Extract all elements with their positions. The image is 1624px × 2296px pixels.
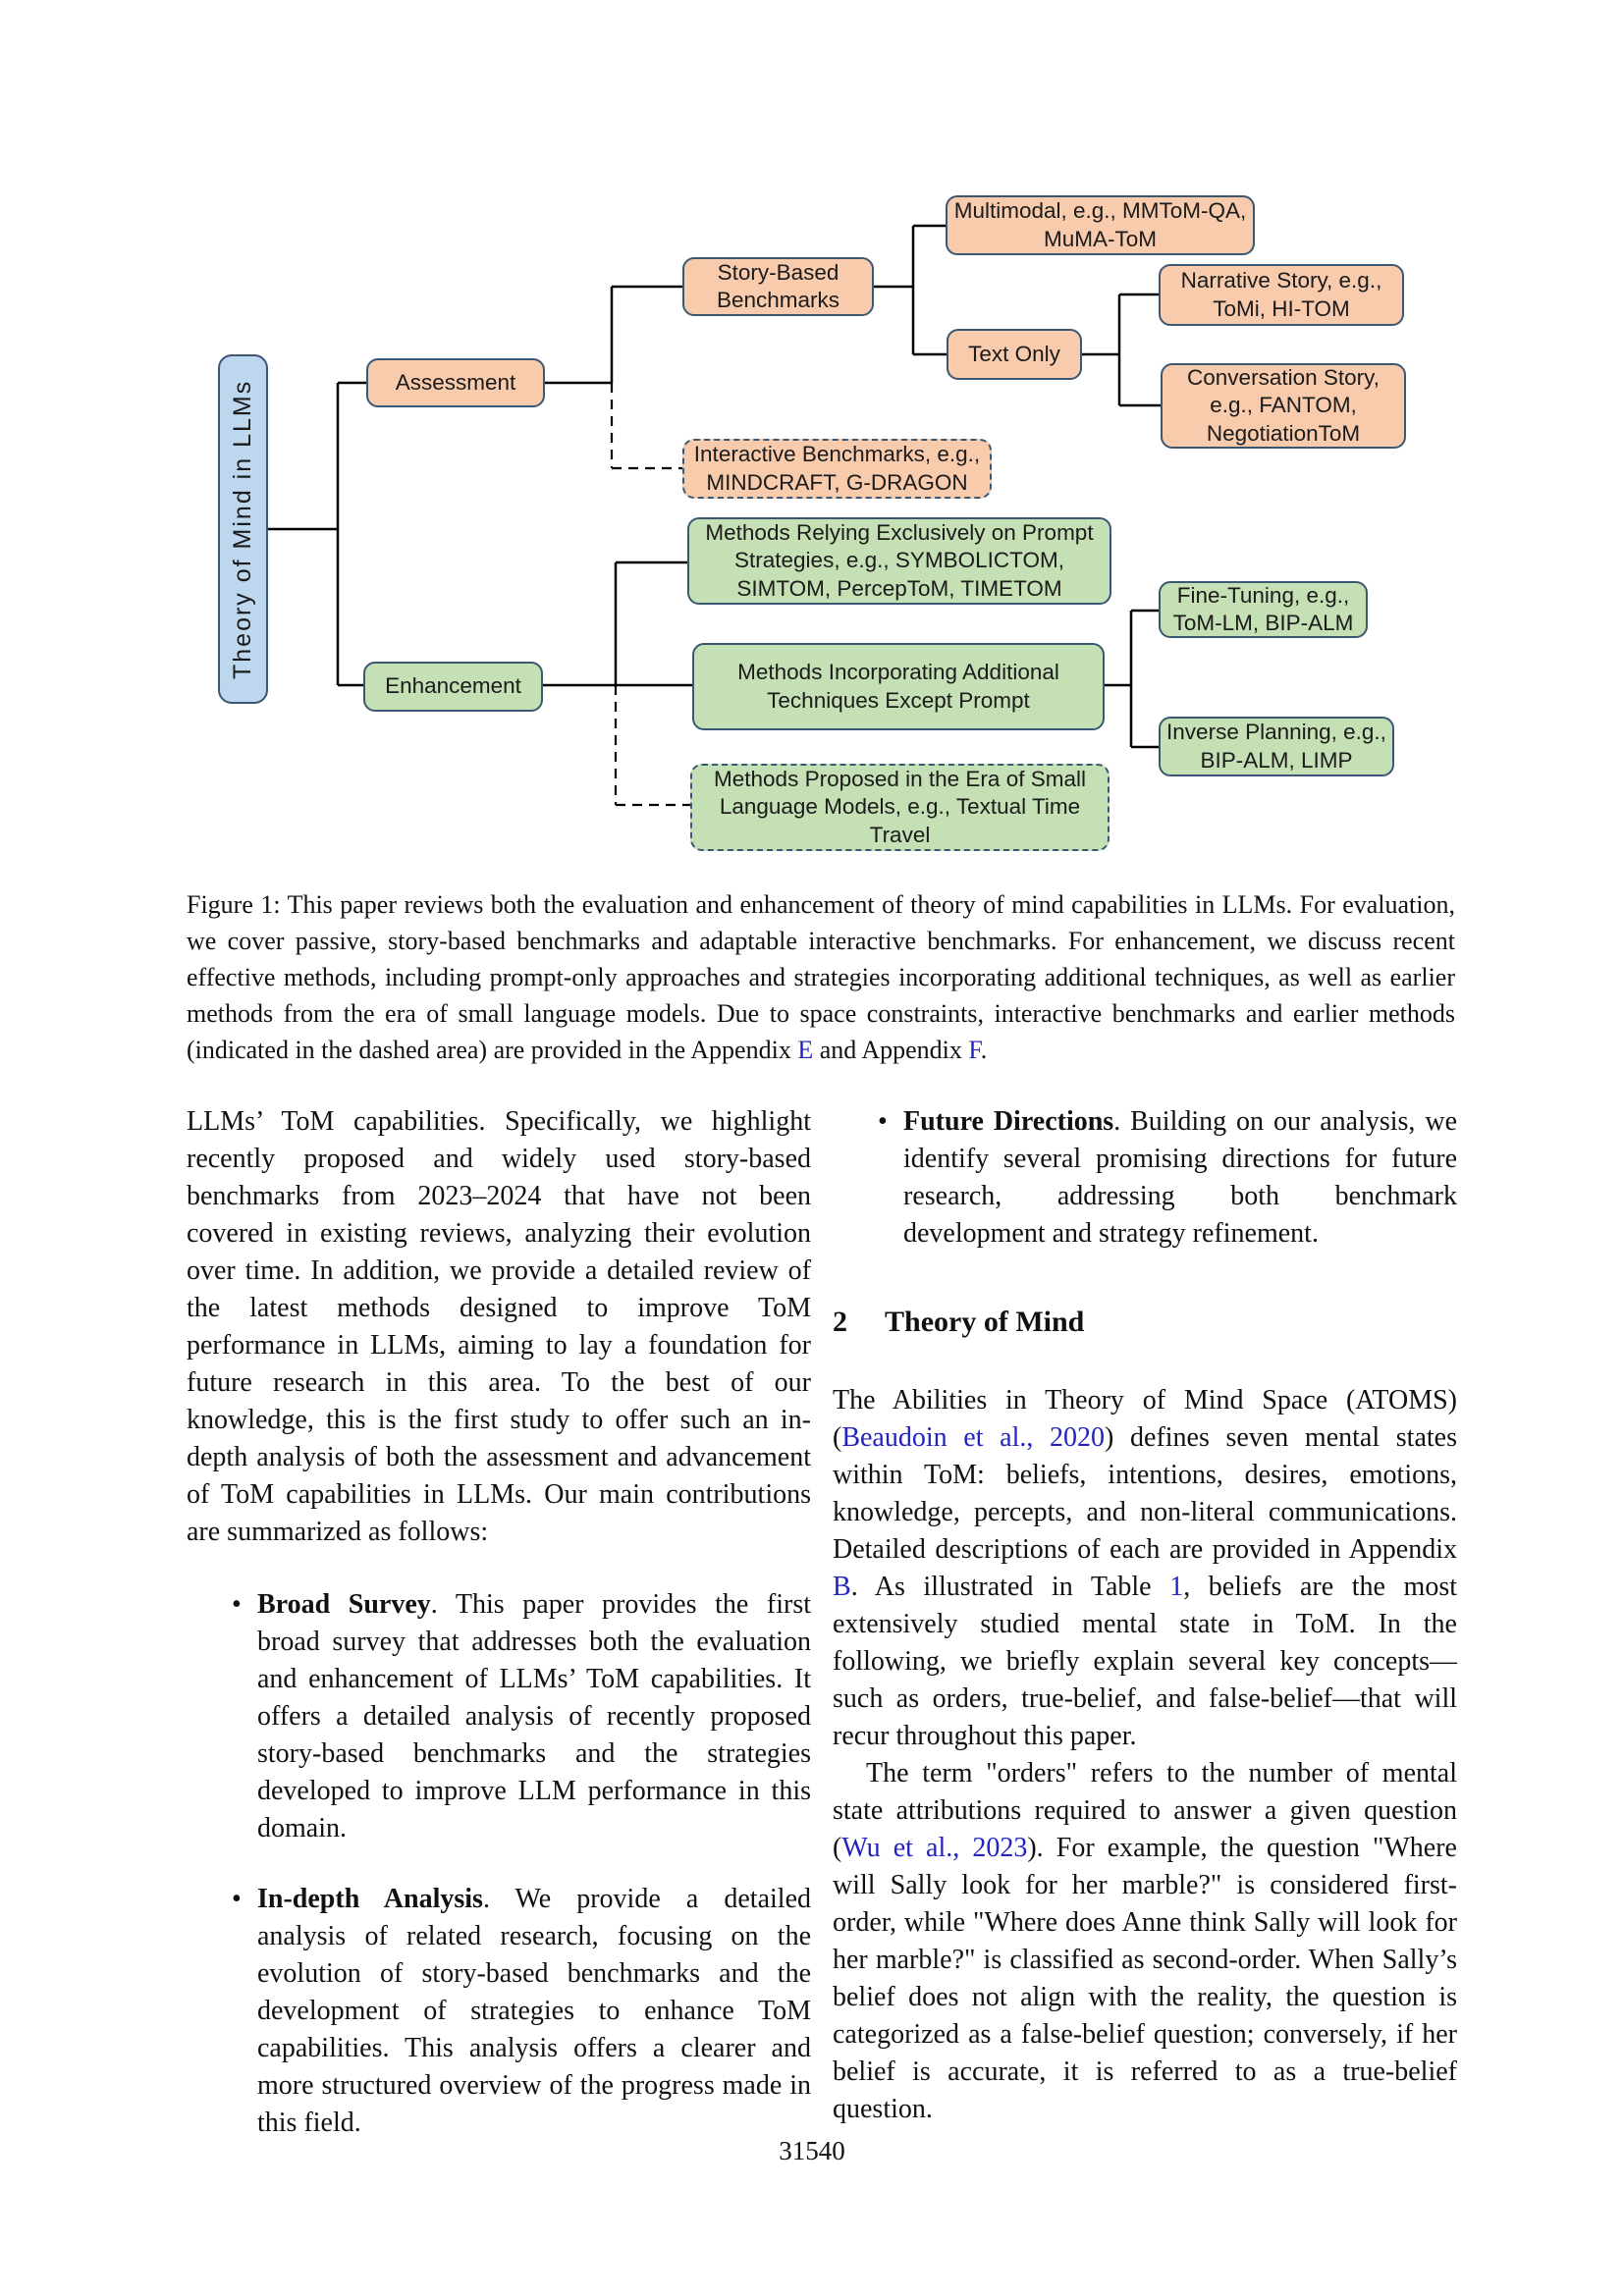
node-methods-prompt-only: Methods Relying Exclusively on Prompt Strategies, e.g., SYMBOLICTOM, SIMTOM, PercepToM, TIMETOM (687, 517, 1111, 605)
section-number: 2 (833, 1306, 847, 1338)
section-heading-theory-of-mind (833, 1306, 1457, 1339)
node-conversation-story: Conversation Story, e.g., FANTOM, NegotiationToM (1161, 363, 1406, 449)
node-interactive-benchmarks: Interactive Benchmarks, e.g., MINDCRAFT, G-DRAGON (682, 439, 992, 499)
paragraph-text: ) defines seven mental states within ToM: beliefs, intentions, desires, emotions, knowledge, percepts, and non-literal communications. Detailed descriptions of each are provided in Appendix (833, 1422, 1457, 1565)
citation-beaudoin-link[interactable]: Beaudoin et al., 2020 (841, 1422, 1106, 1453)
list-item-broad-survey (187, 1586, 811, 1847)
node-methods-additional-techniques: Methods Incorporating Additional Techniques Except Prompt (692, 643, 1105, 730)
node-narrative-story: Narrative Story, e.g., ToMi, HI-TOM (1159, 264, 1404, 326)
body-paragraph (833, 1755, 1457, 2128)
bullet-title: Broad Survey (257, 1589, 431, 1620)
node-fine-tuning: Fine-Tuning, e.g., ToM-LM, BIP-ALM (1159, 581, 1368, 638)
bullet-icon: • (232, 1589, 242, 1620)
bullet-text: . We provide a detailed analysis of related research, focusing on the evolution of story-based benchmarks and the development of strategies to enhance ToM capabilities. This analysis offers a clearer and more structured overview of the progress made in this field. (257, 1884, 811, 2138)
figure-caption (187, 886, 1455, 1068)
bullet-text: . This paper provides the first broad survey that addresses both the evaluation and enhancement of LLMs’ ToM capabilities. It offers a detailed analysis of recently proposed story-based benchmarks and the strategies developed to improve LLM performance in this domain. (257, 1589, 811, 1843)
node-methods-small-language-models: Methods Proposed in the Era of Small Language Models, e.g., Textual Time Travel (690, 764, 1110, 851)
body-paragraph: LLMs’ ToM capabilities. Specifically, we highlight recently proposed and widely used story-based benchmarks from 2023–2024 that have not been covered in existing reviews, analyzing their evolution over time. In addition, we provide a detailed review of the latest methods designed to improve ToM performance in LLMs, aiming to lay a foundation for future research in this area. To the best of our knowledge, this is the first study to offer such an in-depth analysis of both the assessment and advancement of ToM capabilities in LLMs. Our main contributions are summarized as follows: (187, 1106, 811, 1547)
paragraph-text: , beliefs are the most extensively studied mental state in ToM. In the following, we briefly explain several key concepts—such as orders, true-belief, and false-belief—that will recur throughout this paper. (833, 1572, 1457, 1751)
bullet-text: . Building on our analysis, we identify several promising directions for future research, addressing both benchmark development and strategy refinement. (903, 1106, 1457, 1249)
paragraph-text: ). For example, the question "Where will Sally look for her marble?" is considered first-order, while "Where does Anne think Sally will look for her marble?" is classified as second-order. When Sally’s belief does not align with the reality, the question is categorized as a false-belief question; conversely, if her belief is accurate, it is referred to as a true-belief question. (833, 1833, 1457, 2124)
column-left (187, 1103, 811, 2175)
contribution-list (833, 1103, 1457, 1253)
bullet-icon: • (878, 1106, 888, 1137)
bullet-title: Future Directions (903, 1106, 1114, 1137)
caption-text: and Appendix (813, 1036, 969, 1064)
appendix-b-link[interactable]: B (833, 1572, 851, 1602)
column-right (833, 1103, 1457, 2128)
appendix-f-link[interactable]: F (968, 1036, 981, 1064)
node-multimodal: Multimodal, e.g., MMToM-QA, MuMA-ToM (946, 195, 1255, 255)
citation-wu-link[interactable]: Wu et al., 2023 (841, 1833, 1028, 1863)
appendix-e-link[interactable]: E (797, 1036, 814, 1064)
section-title: Theory of Mind (885, 1306, 1085, 1338)
caption-text: Figure 1: This paper reviews both the evaluation and enhancement of theory of mind capabilities in LLMs. For evaluation, we cover passive, story-based benchmarks and adaptable interactive benchmarks. For enhancement, we discuss recent effective methods, including prompt-only approaches and strategies incorporating additional techniques, as well as earlier methods from the era of small language models. Due to space constraints, interactive benchmarks and earlier methods (indicated in the dashed area) are provided in the Appendix (187, 890, 1455, 1064)
dashed-connectors (612, 383, 690, 805)
node-assessment: Assessment (366, 358, 545, 407)
page-number: 31540 (779, 2136, 845, 2165)
list-item-in-depth-analysis (187, 1881, 811, 2142)
paragraph-text: The Abilities in Theory of Mind Space (ATOMS) ( (833, 1385, 1457, 1453)
node-enhancement: Enhancement (363, 662, 543, 712)
node-text-only: Text Only (947, 329, 1082, 380)
body-paragraph (833, 1382, 1457, 1755)
figure-1-diagram (0, 0, 1624, 883)
node-story-based-benchmarks: Story-Based Benchmarks (682, 257, 874, 316)
caption-text: . (980, 1036, 988, 1064)
paragraph-text: The term "orders" refers to the number of mental state attributions required to answer a given question ( (833, 1758, 1457, 1863)
bullet-icon: • (232, 1884, 242, 1914)
contribution-list (187, 1586, 811, 2142)
node-theory-of-mind-in-llms: Theory of Mind in LLMs (218, 354, 268, 704)
list-item-future-directions (833, 1103, 1457, 1253)
node-inverse-planning: Inverse Planning, e.g., BIP-ALM, LIMP (1159, 717, 1394, 776)
paragraph-text: . As illustrated in Table (850, 1572, 1170, 1602)
table-1-link[interactable]: 1 (1169, 1572, 1184, 1602)
bullet-title: In-depth Analysis (257, 1884, 483, 1914)
